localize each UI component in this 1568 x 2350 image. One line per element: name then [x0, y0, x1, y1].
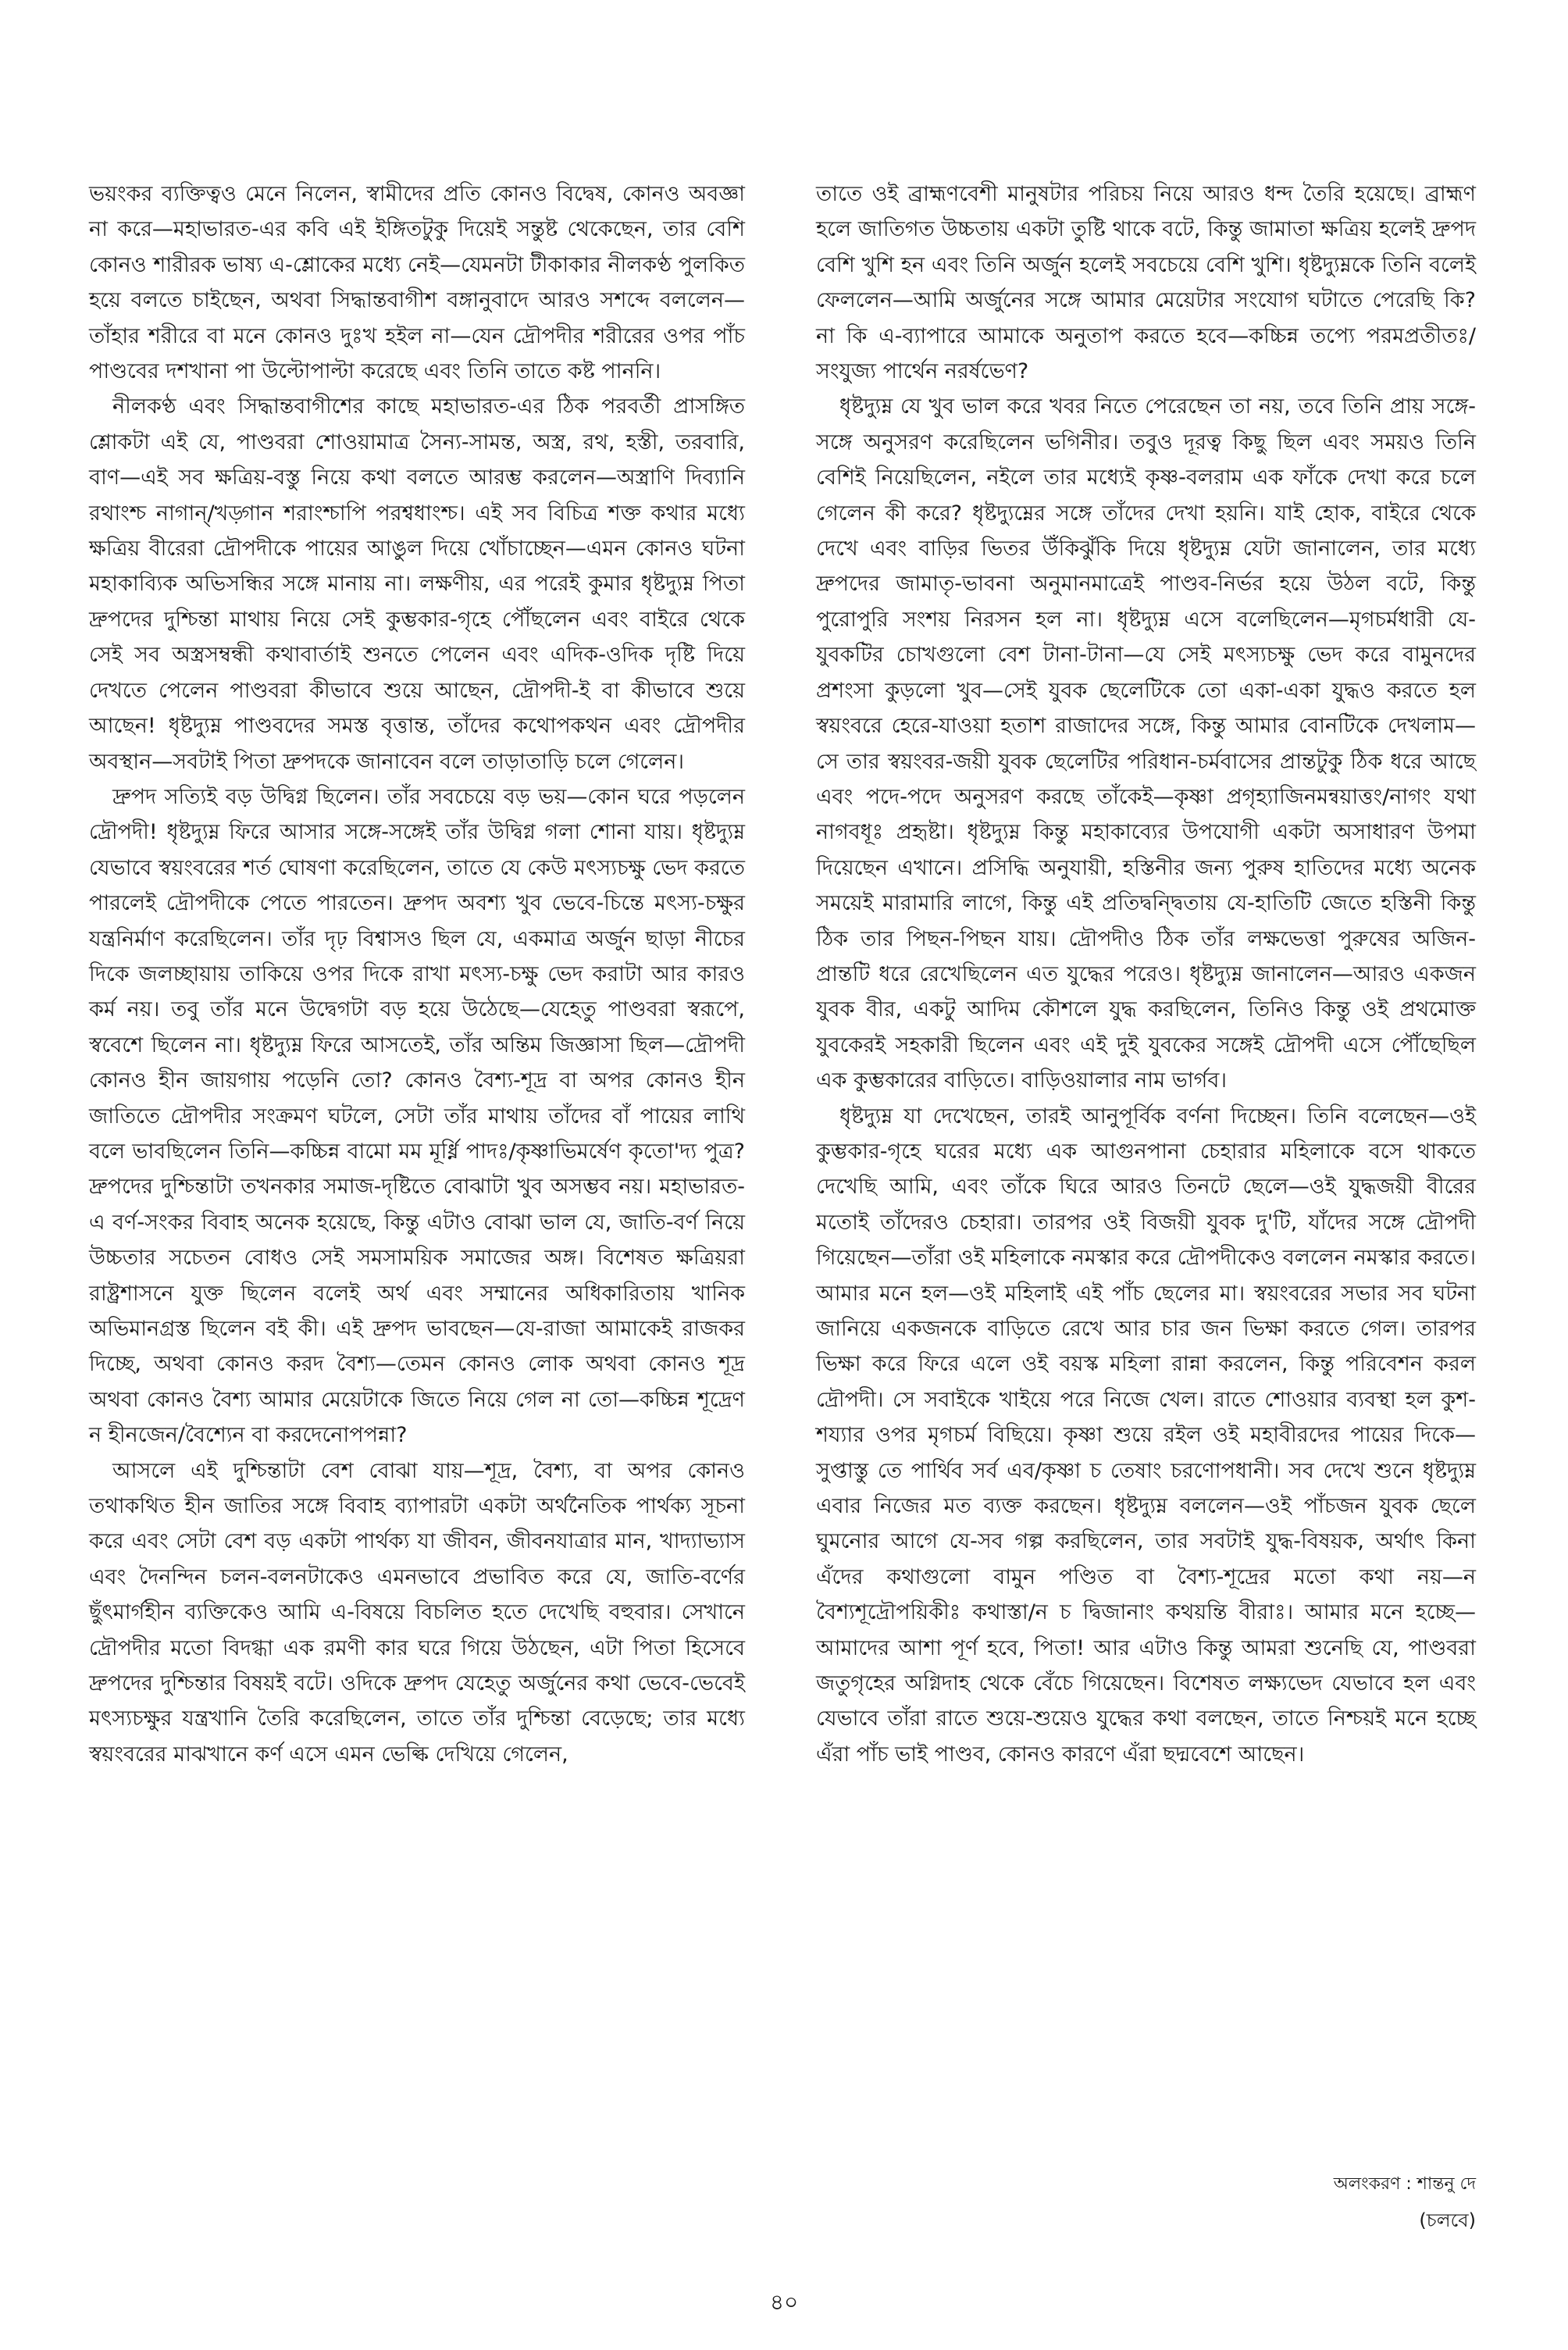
body-paragraph: ভয়ংকর ব্যক্তিত্বও মেনে নিলেন, স্বামীদের প্রতি কোনও বিদ্বেষ, কোনও অবজ্ঞা না করে—মহাভারত-এর কবি এই ইঙ্গিতটুকু দিয়েই সন্তুষ্ট থেকেছেন, তার বেশি কোনও শারীরক ভাষ্য এ-শ্লোকের মধ্যে নেই—যেমনটা টীকাকার নীলকণ্ঠ পুলকিত হয়ে বলতে চাইছেন, অথবা সিদ্ধান্তবাগীশ বঙ্গানুবাদে আরও সশব্দে বললেন—তাঁহার শরীরে বা মনে কোনও দুঃখ হইল না—যেন দ্রৌপদীর শরীরের ওপর পাঁচ পাণ্ডবের দশখানা পা উল্টোপাল্টা করেছে এবং তিনি তাতে কষ্ট পাননি।	[89, 182, 745, 384]
body-paragraph: নীলকণ্ঠ এবং সিদ্ধান্তবাগীশের কাছে মহাভারত-এর ঠিক পরবর্তী প্রাসঙ্গিত শ্লোকটা এই যে, পাণ্ডবরা শোওয়ামাত্র সৈন্য-সামন্ত, অস্ত্র, রথ, হস্তী, তরবারি, বাণ—এই সব ক্ষত্রিয়-বস্তু নিয়ে কথা বলতে আরম্ভ করলেন—অস্ত্রাণি দিব্যানি রথাংশ্চ নাগান্/খড়্গান শরাংশ্চাপি পরশ্বধাংশ্চ। এই সব বিচিত্র শক্ত কথার মধ্যে ক্ষত্রিয় বীরেরা দ্রৌপদীকে পায়ের আঙুল দিয়ে খোঁচাচ্ছেন—এমন কোনও ঘটনা মহাকাব্যিক অভিসন্ধির সঙ্গে মানায় না। লক্ষণীয়, এর পরেই কুমার ধৃষ্টদ্যুম্ন পিতা দ্রুপদের দুশ্চিন্তা মাথায় নিয়ে সেই কুম্ভকার-গৃহে পৌঁছলেন এবং বাইরে থেকে সেই সব অস্ত্রসম্বন্ধী কথাবার্তাই শুনতে পেলেন এবং এদিক-ওদিক দৃষ্টি দিয়ে দেখতে পেলেন পাণ্ডবরা কীভাবে শুয়ে আছেন, দ্রৌপদী-ই বা কীভাবে শুয়ে আছেন! ধৃষ্টদ্যুম্ন পাণ্ডবদের সমস্ত বৃত্তান্ত, তাঁদের কথোপকথন এবং দ্রৌপদীর অবস্থান—সবটাই পিতা দ্রুপদকে জানাবেন বলে তাড়াতাড়ি চলে গেলেন।	[89, 394, 745, 774]
body-paragraph: ধৃষ্টদ্যুম্ন যা দেখেছেন, তারই আনুপূর্বিক বর্ণনা দিচ্ছেন। তিনি বলেছেন—ওই কুম্ভকার-গৃহে ঘরের মধ্যে এক আগুনপানা চেহারার মহিলাকে বসে থাকতে দেখেছি আমি, এবং তাঁকে ঘিরে আরও তিনটে ছেলে—ওই যুদ্ধজয়ী বীরের মতোই তাঁদেরও চেহারা। তারপর ওই বিজয়ী যুবক দু'টি, যাঁদের সঙ্গে দ্রৌপদী গিয়েছেন—তাঁরা ওই মহিলাকে নমস্কার করে দ্রৌপদীকেও বললেন নমস্কার করতে। আমার মনে হল—ওই মহিলাই এই পাঁচ ছেলের মা। স্বয়ংবরের সভার সব ঘটনা জানিয়ে একজনকে বাড়িতে রেখে আর চার জন ভিক্ষা করতে গেল। তারপর ভিক্ষা করে ফিরে এলে ওই বয়স্ক মহিলা রান্না করলেন, কিন্তু পরিবেশন করল দ্রৌপদী। সে সবাইকে খাইয়ে পরে নিজে খেল। রাতে শোওয়ার ব্যবস্থা হল কুশ-শয্যার ওপর মৃগচর্ম বিছিয়ে। কৃষ্ণা শুয়ে রইল ওই মহাবীরদের পায়ের দিকে—সুপ্তাস্তু তে পার্থিব সর্ব এব/কৃষ্ণা চ তেষাং চরণোপধানী। সব দেখে শুনে ধৃষ্টদ্যুম্ন এবার নিজের মত ব্যক্ত করছেন। ধৃষ্টদ্যুম্ন বললেন—ওই পাঁচজন যুবক ছেলে ঘুমনোর আগে যে-সব গল্প করছিলেন, তার সবটাই যুদ্ধ-বিষয়ক, অর্থাৎ কিনা এঁদের কথাগুলো বামুন পণ্ডিত বা বৈশ্য-শূদ্রের মতো কথা নয়—ন বৈশ্যশূদ্রৌপয়িকীঃ কথাস্তা/ন চ দ্বিজানাং কথয়ন্তি বীরাঃ। আমার মনে হচ্ছে—আমাদের আশা পূর্ণ হবে, পিতা! আর এটাও কিন্তু আমরা শুনেছি যে, পাণ্ডবরা জতুগৃহের অগ্নিদাহ থেকে বেঁচে গিয়েছেন। বিশেষত লক্ষ্যভেদ যেভাবে হল এবং যেভাবে তাঁরা রাতে শুয়ে-শুয়েও যুদ্ধের কথা বলছেন, তাতে নিশ্চয়ই মনে হচ্ছে এঁরা পাঁচ ভাই পাণ্ডব, কোনও কারণে এঁরা ছদ্মবেশে আছেন।	[816, 1104, 1476, 1767]
body-paragraph: ধৃষ্টদ্যুম্ন যে খুব ভাল করে খবর নিতে পেরেছেন তা নয়, তবে তিনি প্রায় সঙ্গে-সঙ্গে অনুসরণ করেছিলেন ভগিনীর। তবুও দূরত্ব কিছু ছিল এবং সময়ও তিনি বেশিই নিয়েছিলেন, নইলে তার মধ্যেই কৃষ্ণ-বলরাম এক ফাঁকে দেখা করে চলে গেলেন কী করে? ধৃষ্টদ্যুম্নের সঙ্গে তাঁদের দেখা হয়নি। যাই হোক, বাইরে থেকে দেখে এবং বাড়ির ভিতর উঁকিঝুঁকি দিয়ে ধৃষ্টদ্যুম্ন যেটা জানালেন, তার মধ্যে দ্রুপদের জামাতৃ-ভাবনা অনুমানমাত্রেই পাণ্ডব-নির্ভর হয়ে উঠল বটে, কিন্তু পুরোপুরি সংশয় নিরসন হল না। ধৃষ্টদ্যুম্ন এসে বলেছিলেন—মৃগচর্মধারী যে-যুবকটির চোখগুলো বেশ টানা-টানা—যে সেই মৎস্যচক্ষু ভেদ করে বামুনদের প্রশংসা কুড়লো খুব—সেই যুবক ছেলেটিকে তো একা-একা যুদ্ধও করতে হল স্বয়ংবরে হেরে-যাওয়া হতাশ রাজাদের সঙ্গে, কিন্তু আমার বোনটিকে দেখলাম—সে তার স্বয়ংবর-জয়ী যুবক ছেলেটির পরিধান-চর্মবাসের প্রান্তটুকু ঠিক ধরে আছে এবং পদে-পদে অনুসরণ করছে তাঁকেই—কৃষ্ণা প্রগৃহ্যাজিনমন্বয়াত্তং/নাগং যথা নাগবধূঃ প্রহৃষ্টা। ধৃষ্টদ্যুম্ন কিন্তু মহাকাব্যের উপযোগী একটা অসাধারণ উপমা দিয়েছেন এখানে। প্রসিদ্ধি অনুযায়ী, হস্তিনীর জন্য পুরুষ হাতিদের মধ্যে অনেক সময়েই মারামারি লাগে, কিন্তু এই প্রতিদ্বন্দ্বিতায় যে-হাতিটি জেতে হস্তিনী কিন্তু ঠিক তার পিছন-পিছন যায়। দ্রৌপদীও ঠিক তাঁর লক্ষভেত্তা পুরুষের অজিন-প্রান্তটি ধরে রেখেছিলেন এত যুদ্ধের পরেও। ধৃষ্টদ্যুম্ন জানালেন—আরও একজন যুবক বীর, একটু আদিম কৌশলে যুদ্ধ করছিলেন, তিনিও কিন্তু ওই প্রথমোক্ত যুবকেরই সহকারী ছিলেন এবং এই দুই যুবকের সঙ্গেই দ্রৌপদী এসে পৌঁছেছিল এক কুম্ভকারের বাড়িতে। বাড়িওয়ালার নাম ভার্গব।	[816, 394, 1476, 1093]
right-column	[816, 177, 1476, 1772]
body-paragraph: তাতে ওই ব্রাহ্মণবেশী মানুষটার পরিচয় নিয়ে আরও ধন্দ তৈরি হয়েছে। ব্রাহ্মণ হলে জাতিগত উচ্চতায় একটা তুষ্টি থাকে বটে, কিন্তু জামাতা ক্ষত্রিয় হলেই দ্রুপদ বেশি খুশি হন এবং তিনি অর্জুন হলেই সবচেয়ে বেশি খুশি। ধৃষ্টদ্যুম্নকে তিনি বলেই ফেললেন—আমি অর্জুনের সঙ্গে আমার মেয়েটার সংযোগ ঘটাতে পেরেছি কি? না কি এ-ব্যাপারে আমাকে অনুতাপ করতে হবে—কচ্চিন্ন তপ্যে পরমপ্রতীতঃ/সংযুজ্য পার্থেন নরর্ষভেণ?	[816, 182, 1476, 384]
continued-note: (চলবে)	[1419, 2209, 1476, 2231]
left-column	[89, 177, 745, 1772]
body-paragraph: আসলে এই দুশ্চিন্তাটা বেশ বোঝা যায়—শূদ্র, বৈশ্য, বা অপর কোনও তথাকথিত হীন জাতির সঙ্গে বিবাহ ব্যাপারটা একটা অর্থনৈতিক পার্থক্য সূচনা করে এবং সেটা বেশ বড় একটা পার্থক্য যা জীবন, জীবনযাত্রার মান, খাদ্যাভ্যাস এবং দৈনন্দিন চলন-বলনটাকেও এমনভাবে প্রভাবিত করে যে, জাতি-বর্ণের ছুঁৎমার্গহীন ব্যক্তিকেও আমি এ-বিষয়ে বিচলিত হতে দেখেছি বহুবার। সেখানে দ্রৌপদীর মতো বিদগ্ধা এক রমণী কার ঘরে গিয়ে উঠছেন, এটা পিতা হিসেবে দ্রুপদের দুশ্চিন্তার বিষয়ই বটে। ওদিকে দ্রুপদ যেহেতু অর্জুনের কথা ভেবে-ভেবেই মৎস্যচক্ষুর যন্ত্রখানি তৈরি করেছিলেন, তাতে তাঁর দুশ্চিন্তা বেড়েছে; তার মধ্যে স্বয়ংবরের মাঝখানে কর্ণ এসে এমন ভেল্কি দেখিয়ে গেলেন,	[89, 1458, 745, 1767]
body-paragraph: দ্রুপদ সত্যিই বড় উদ্বিগ্ন ছিলেন। তাঁর সবচেয়ে বড় ভয়—কোন ঘরে পড়লেন দ্রৌপদী! ধৃষ্টদ্যুম্ন ফিরে আসার সঙ্গে-সঙ্গেই তাঁর উদ্বিগ্ন গলা শোনা যায়। ধৃষ্টদ্যুম্ন যেভাবে স্বয়ংবরের শর্ত ঘোষণা করেছিলেন, তাতে যে কেউ মৎস্যচক্ষু ভেদ করতে পারলেই দ্রৌপদীকে পেতে পারতেন। দ্রুপদ অবশ্য খুব ভেবে-চিন্তে মৎস্য-চক্ষুর যন্ত্রনির্মাণ করেছিলেন। তাঁর দৃঢ় বিশ্বাসও ছিল যে, একমাত্র অর্জুন ছাড়া নীচের দিকে জলচ্ছায়ায় তাকিয়ে ওপর দিকে রাখা মৎস্য-চক্ষু ভেদ করাটা আর কারও কর্ম নয়। তবু তাঁর মনে উদ্বেগটা বড় হয়ে উঠেছে—যেহেতু পাণ্ডবরা স্বরূপে, স্ববেশে ছিলেন না। ধৃষ্টদ্যুম্ন ফিরে আসতেই, তাঁর অন্তিম জিজ্ঞাসা ছিল—দ্রৌপদী কোনও হীন জায়গায় পড়েনি তো? কোনও বৈশ্য-শূদ্র বা অপর কোনও হীন জাতিতে দ্রৌপদীর সংক্রমণ ঘটলে, সেটা তাঁর মাথায় তাঁদের বাঁ পায়ের লাথি বলে ভাবছিলেন তিনি—কচ্চিন্ন বামো মম মূর্ধ্নি পাদঃ/কৃষ্ণাভিমর্ষেণ কৃতো'দ্য পুত্র? দ্রুপদের দুশ্চিন্তাটা তখনকার সমাজ-দৃষ্টিতে বোঝাটা খুব অসম্ভব নয়। মহাভারত-এ বর্ণ-সংকর বিবাহ অনেক হয়েছে, কিন্তু এটাও বোঝা ভাল যে, জাতি-বর্ণ নিয়ে উচ্চতার সচেতন বোধও সেই সমসাময়িক সমাজের অঙ্গ। বিশেষত ক্ষত্রিয়রা রাষ্ট্রশাসনে যুক্ত ছিলেন বলেই অর্থ এবং সম্মানের অধিকারিতায় খানিক অভিমানগ্রস্ত ছিলেন বই কী। এই দ্রুপদ ভাবছেন—যে-রাজা আমাকেই রাজকর দিচ্ছে, অথবা কোনও করদ বৈশ্য—তেমন কোনও লোক অথবা কোনও শূদ্র অথবা কোনও বৈশ্য আমার মেয়েটাকে জিতে নিয়ে গেল না তো—কচ্চিন্ন শূদ্রেণ ন হীনজেন/বৈশ্যেন বা করদেনোপপন্না?	[89, 784, 745, 1448]
page-number: ৪০	[769, 2289, 799, 2315]
illustration-credit: অলংকরণ : শান্তনু দে	[1333, 2174, 1476, 2194]
